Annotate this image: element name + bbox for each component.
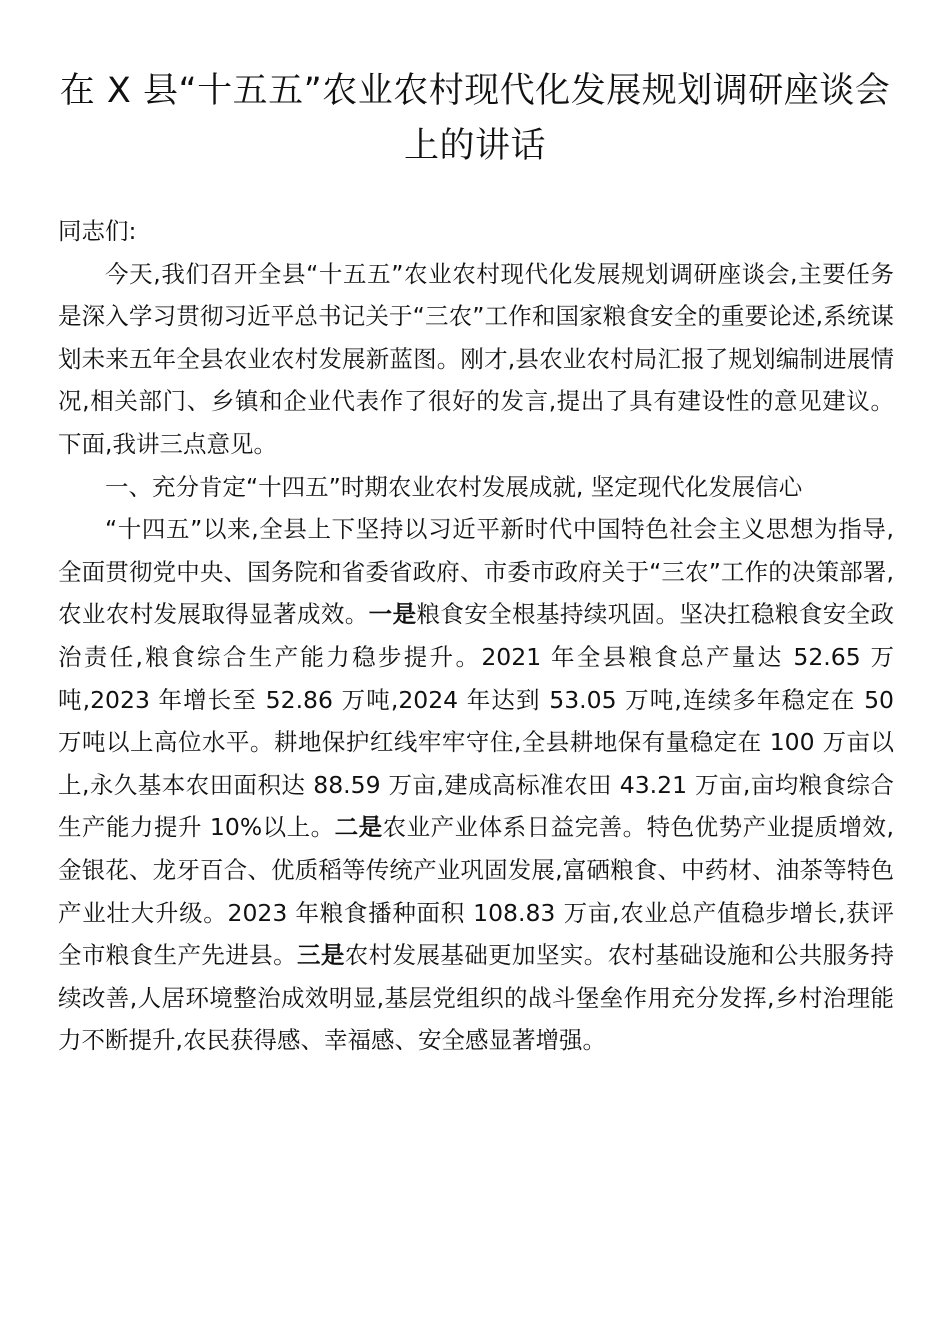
point-1-label: 一是 bbox=[368, 600, 417, 629]
point-2-label: 二是 bbox=[334, 813, 383, 842]
salutation: 同志们: bbox=[58, 217, 137, 245]
point-2-text: 农业产业体系日益完善。特色优势产业提质增效,金银花、龙牙百合、优质稻等传统产业巩固发展,富硒粮食、中药材、油茶等特色产业壮大升级。2023 年粮食播种面积 108.83 万亩,农业总产值稳步增长,获评全市粮食生产先进县。 bbox=[58, 813, 895, 970]
intro-paragraph: 今天,我们召开全县“十五五”农业农村现代化发展规划调研座谈会,主要任务是深入学习贯彻习近平总书记关于“三农”工作和国家粮食安全的重要论述,系统谋划未来五年全县农业农村发展新蓝图。刚才,县农业农村局汇报了规划编制进展情况,相关部门、乡镇和企业代表作了很好的发言,提出了具有建设性的意见建议。下面,我讲三点意见。 bbox=[58, 259, 894, 458]
document-body bbox=[58, 210, 894, 1062]
section-1-paragraph bbox=[58, 508, 894, 1062]
point-3-label: 三是 bbox=[296, 941, 345, 970]
section-heading-1: 一、充分肯定“十四五”时期农业农村发展成就, 坚定现代化发展信心 bbox=[105, 472, 803, 501]
document-title: 在 X 县“十五五”农业农村现代化发展规划调研座谈会上的讲话 bbox=[59, 71, 891, 166]
section-1-lead: “十四五”以来,全县上下坚持以习近平新时代中国特色社会主义思想为指导,全面贯彻党中央、国务院和省委省政府、市委市政府关于“三农”工作的决策部署,农业农村发展取得显著成效。 bbox=[58, 515, 894, 629]
point-3-text: 农村发展基础更加坚实。农村基础设施和公共服务持续改善,人居环境整治成效明显,基层党组织的战斗堡垒作用充分发挥,乡村治理能力不断提升,农民获得感、幸福感、安全感显著增强。 bbox=[58, 941, 895, 1055]
point-1-text: 粮食安全根基持续巩固。坚决扛稳粮食安全政治责任,粮食综合生产能力稳步提升。2021 年全县粮食总产量达 52.65 万吨,2023 年增长至 52.86 万吨,2024 年达到 53.05 万吨,连续多年稳定在 50 万吨以上高位水平。耕地保护红线牢牢守住,全县耕地保有量稳定在 100 万亩以上,永久基本农田面积达 88.59 万亩,建成高标准农田 43.21 万亩,亩均粮食综合生产能力提升 10%以上。 bbox=[58, 600, 895, 842]
